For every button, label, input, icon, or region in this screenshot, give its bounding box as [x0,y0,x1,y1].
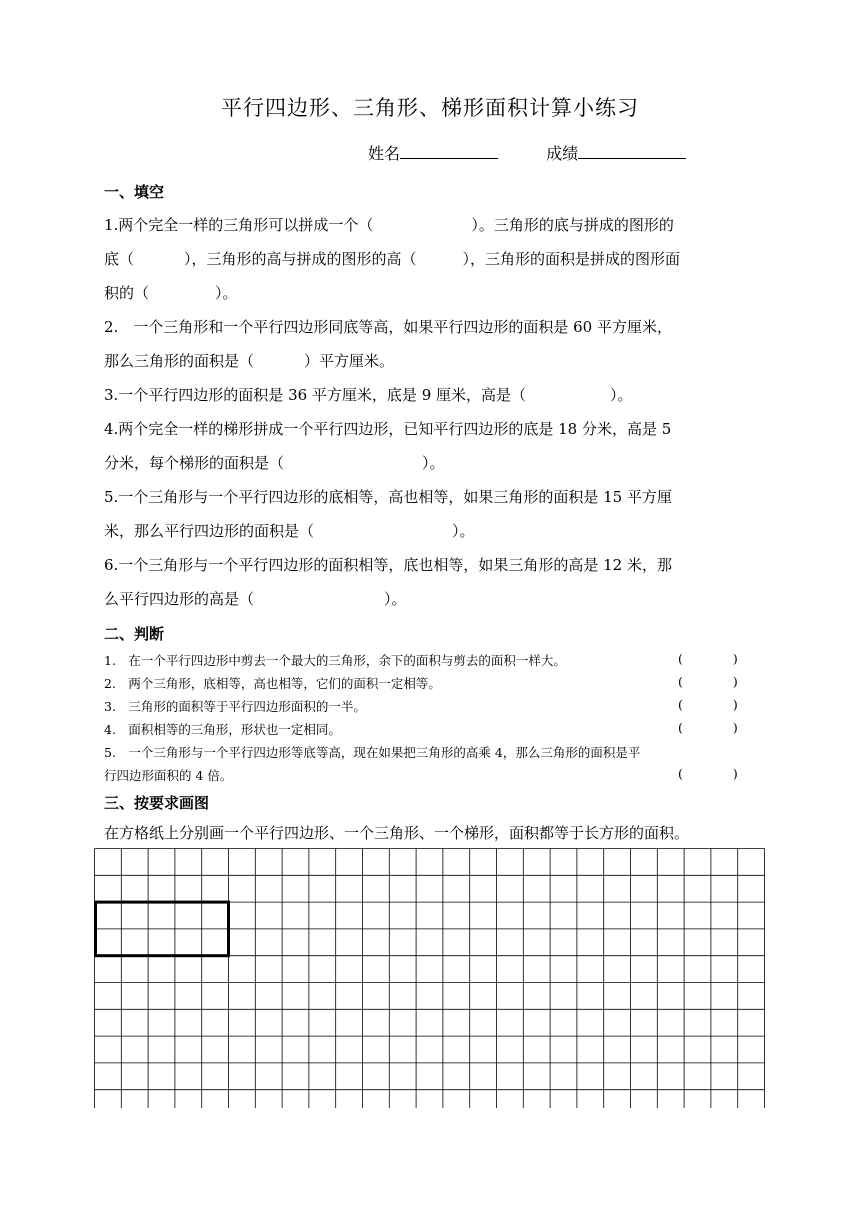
judge-item-5: 5. 一个三角形与一个平行四边形等底等高，现在如果把三角形的高乘 4，那么三角形的面积是平 [104,745,641,760]
judge-item-2: 2. 两个三角形，底相等，高也相等，它们的面积一定相等。 [104,676,441,691]
q6-line1: 6.一个三角形与一个平行四边形的面积相等，底也相等，如果三角形的高是 12 米，那 [104,556,672,574]
q1-line1: 1.两个完全一样的三角形可以拼成一个（ ）。三角形的底与拼成的图形的 [104,216,674,234]
q6-line2: 么平行四边形的高是（ ）。 [104,590,407,608]
section3-instruction: 在方格纸上分别画一个平行四边形、一个三角形、一个梯形，面积都等于长方形的面积。 [104,824,690,842]
score-blank[interactable] [578,140,686,159]
section1-heading: 一、填空 [104,183,165,201]
section2-heading: 二、判断 [104,625,165,643]
name-label: 姓名 [368,144,401,163]
q1-line2: 底（ ），三角形的高与拼成的图形的高（ ），三角形的面积是拼成的图形面 [104,250,681,268]
score-label: 成绩 [546,144,579,163]
q5-line2: 米，那么平行四边形的面积是（ ）。 [104,522,475,540]
q2-line1: 2. 一个三角形和一个平行四边形同底等高，如果平行四边形的面积是 60 平方厘米， [104,318,672,336]
grid-paper[interactable] [94,848,767,1112]
q4-line2: 分米，每个梯形的面积是（ ）。 [104,454,445,472]
judge-item-5-cont: 行四边形面积的 4 倍。 [104,768,233,783]
judge-item-4: 4. 面积相等的三角形，形状也一定相同。 [104,722,341,737]
q1-line3: 积的（ ）。 [104,284,238,302]
name-field-row [368,140,686,164]
answer-paren-4[interactable]: ( ) [678,720,738,735]
judge-item-3: 3. 三角形的面积等于平行四边形面积的一半。 [104,699,366,714]
section3-heading: 三、按要求画图 [104,794,210,812]
q5-line1: 5.一个三角形与一个平行四边形的底相等，高也相等，如果三角形的面积是 15 平方厘 [104,488,672,506]
page-title: 平行四边形、三角形、梯形面积计算小练习 [221,96,639,120]
judge-item-1: 1. 在一个平行四边形中剪去一个最大的三角形，余下的面积与剪去的面积一样大。 [104,653,566,668]
answer-paren-5[interactable]: ( ) [678,766,738,781]
name-blank[interactable] [400,140,498,159]
answer-paren-1[interactable]: ( ) [678,651,738,666]
q2-line2: 那么三角形的面积是（ ）平方厘米。 [104,352,395,370]
grid-svg[interactable] [94,848,767,1108]
q4-line1: 4.两个完全一样的梯形拼成一个平行四边形，已知平行四边形的底是 18 分米，高是 5 [104,420,672,438]
q3-line1: 3.一个平行四边形的面积是 36 平方厘米，底是 9 厘米，高是（ ）。 [104,386,633,404]
answer-paren-2[interactable]: ( ) [678,674,738,689]
answer-paren-3[interactable]: ( ) [678,697,738,712]
